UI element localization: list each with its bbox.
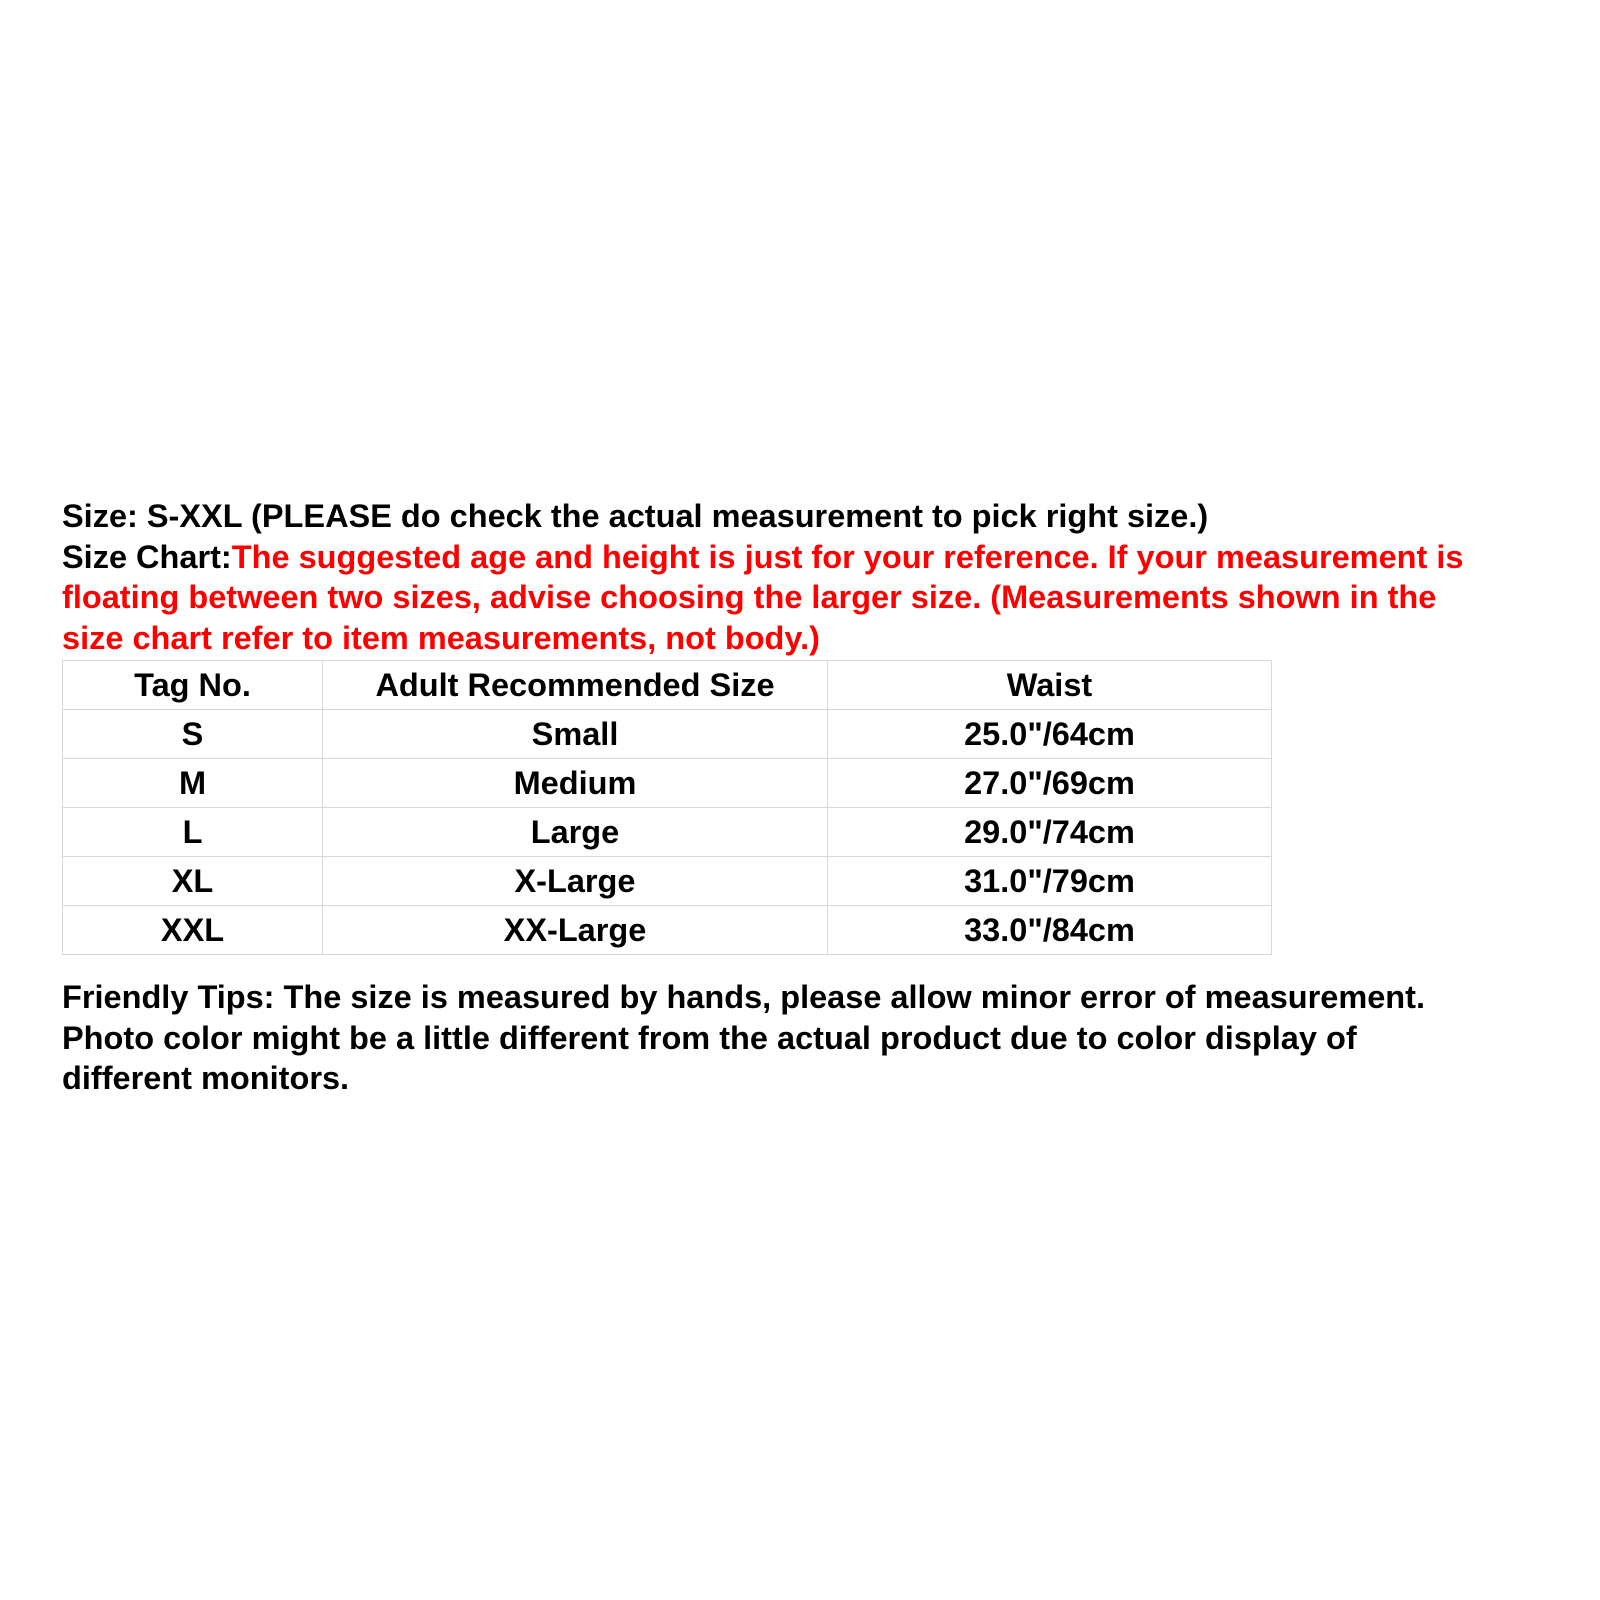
size-range-line: Size: S-XXL (PLEASE do check the actual measurement to pick right size.) (62, 498, 1209, 534)
cell-waist: 33.0"/84cm (828, 906, 1272, 955)
size-chart-intro-line (62, 537, 1550, 578)
cell-adult-size: Small (323, 710, 828, 759)
cell-adult-size: XX-Large (323, 906, 828, 955)
table-row (63, 906, 1272, 955)
column-header-waist: Waist (828, 661, 1272, 710)
cell-waist: 29.0"/74cm (828, 808, 1272, 857)
cell-tag-no: S (63, 710, 323, 759)
cell-tag-no: XL (63, 857, 323, 906)
tips-line-3: different monitors. (62, 1060, 350, 1096)
cell-tag-no: L (63, 808, 323, 857)
size-chart-note-part2: floating between two sizes, advise choosing the larger size. (Measurements shown in the (62, 579, 1437, 615)
cell-tag-no: M (63, 759, 323, 808)
table-row (63, 759, 1272, 808)
cell-waist: 27.0"/69cm (828, 759, 1272, 808)
table-row (63, 857, 1272, 906)
column-header-tag-no: Tag No. (63, 661, 323, 710)
size-table (62, 660, 1272, 955)
table-row (63, 808, 1272, 857)
size-chart-document (62, 496, 1550, 1099)
cell-adult-size: X-Large (323, 857, 828, 906)
table-header-row (63, 661, 1272, 710)
tips-line-2: Photo color might be a little different from the actual product due to color display of (62, 1019, 1357, 1056)
size-chart-label: Size Chart: (62, 538, 232, 575)
cell-waist: 31.0"/79cm (828, 857, 1272, 906)
cell-adult-size: Medium (323, 759, 828, 808)
cell-waist: 25.0"/64cm (828, 710, 1272, 759)
tips-line-1: Friendly Tips: The size is measured by hands, please allow minor error of measurement. (62, 979, 1426, 1015)
friendly-tips (62, 977, 1550, 1099)
cell-adult-size: Large (323, 808, 828, 857)
cell-tag-no: XXL (63, 906, 323, 955)
column-header-adult-size: Adult Recommended Size (323, 661, 828, 710)
table-row (63, 710, 1272, 759)
size-chart-note-part3: size chart refer to item measurements, not body.) (62, 619, 820, 656)
size-chart-note-part1: The suggested age and height is just for your reference. If your measurement is (231, 538, 1464, 575)
